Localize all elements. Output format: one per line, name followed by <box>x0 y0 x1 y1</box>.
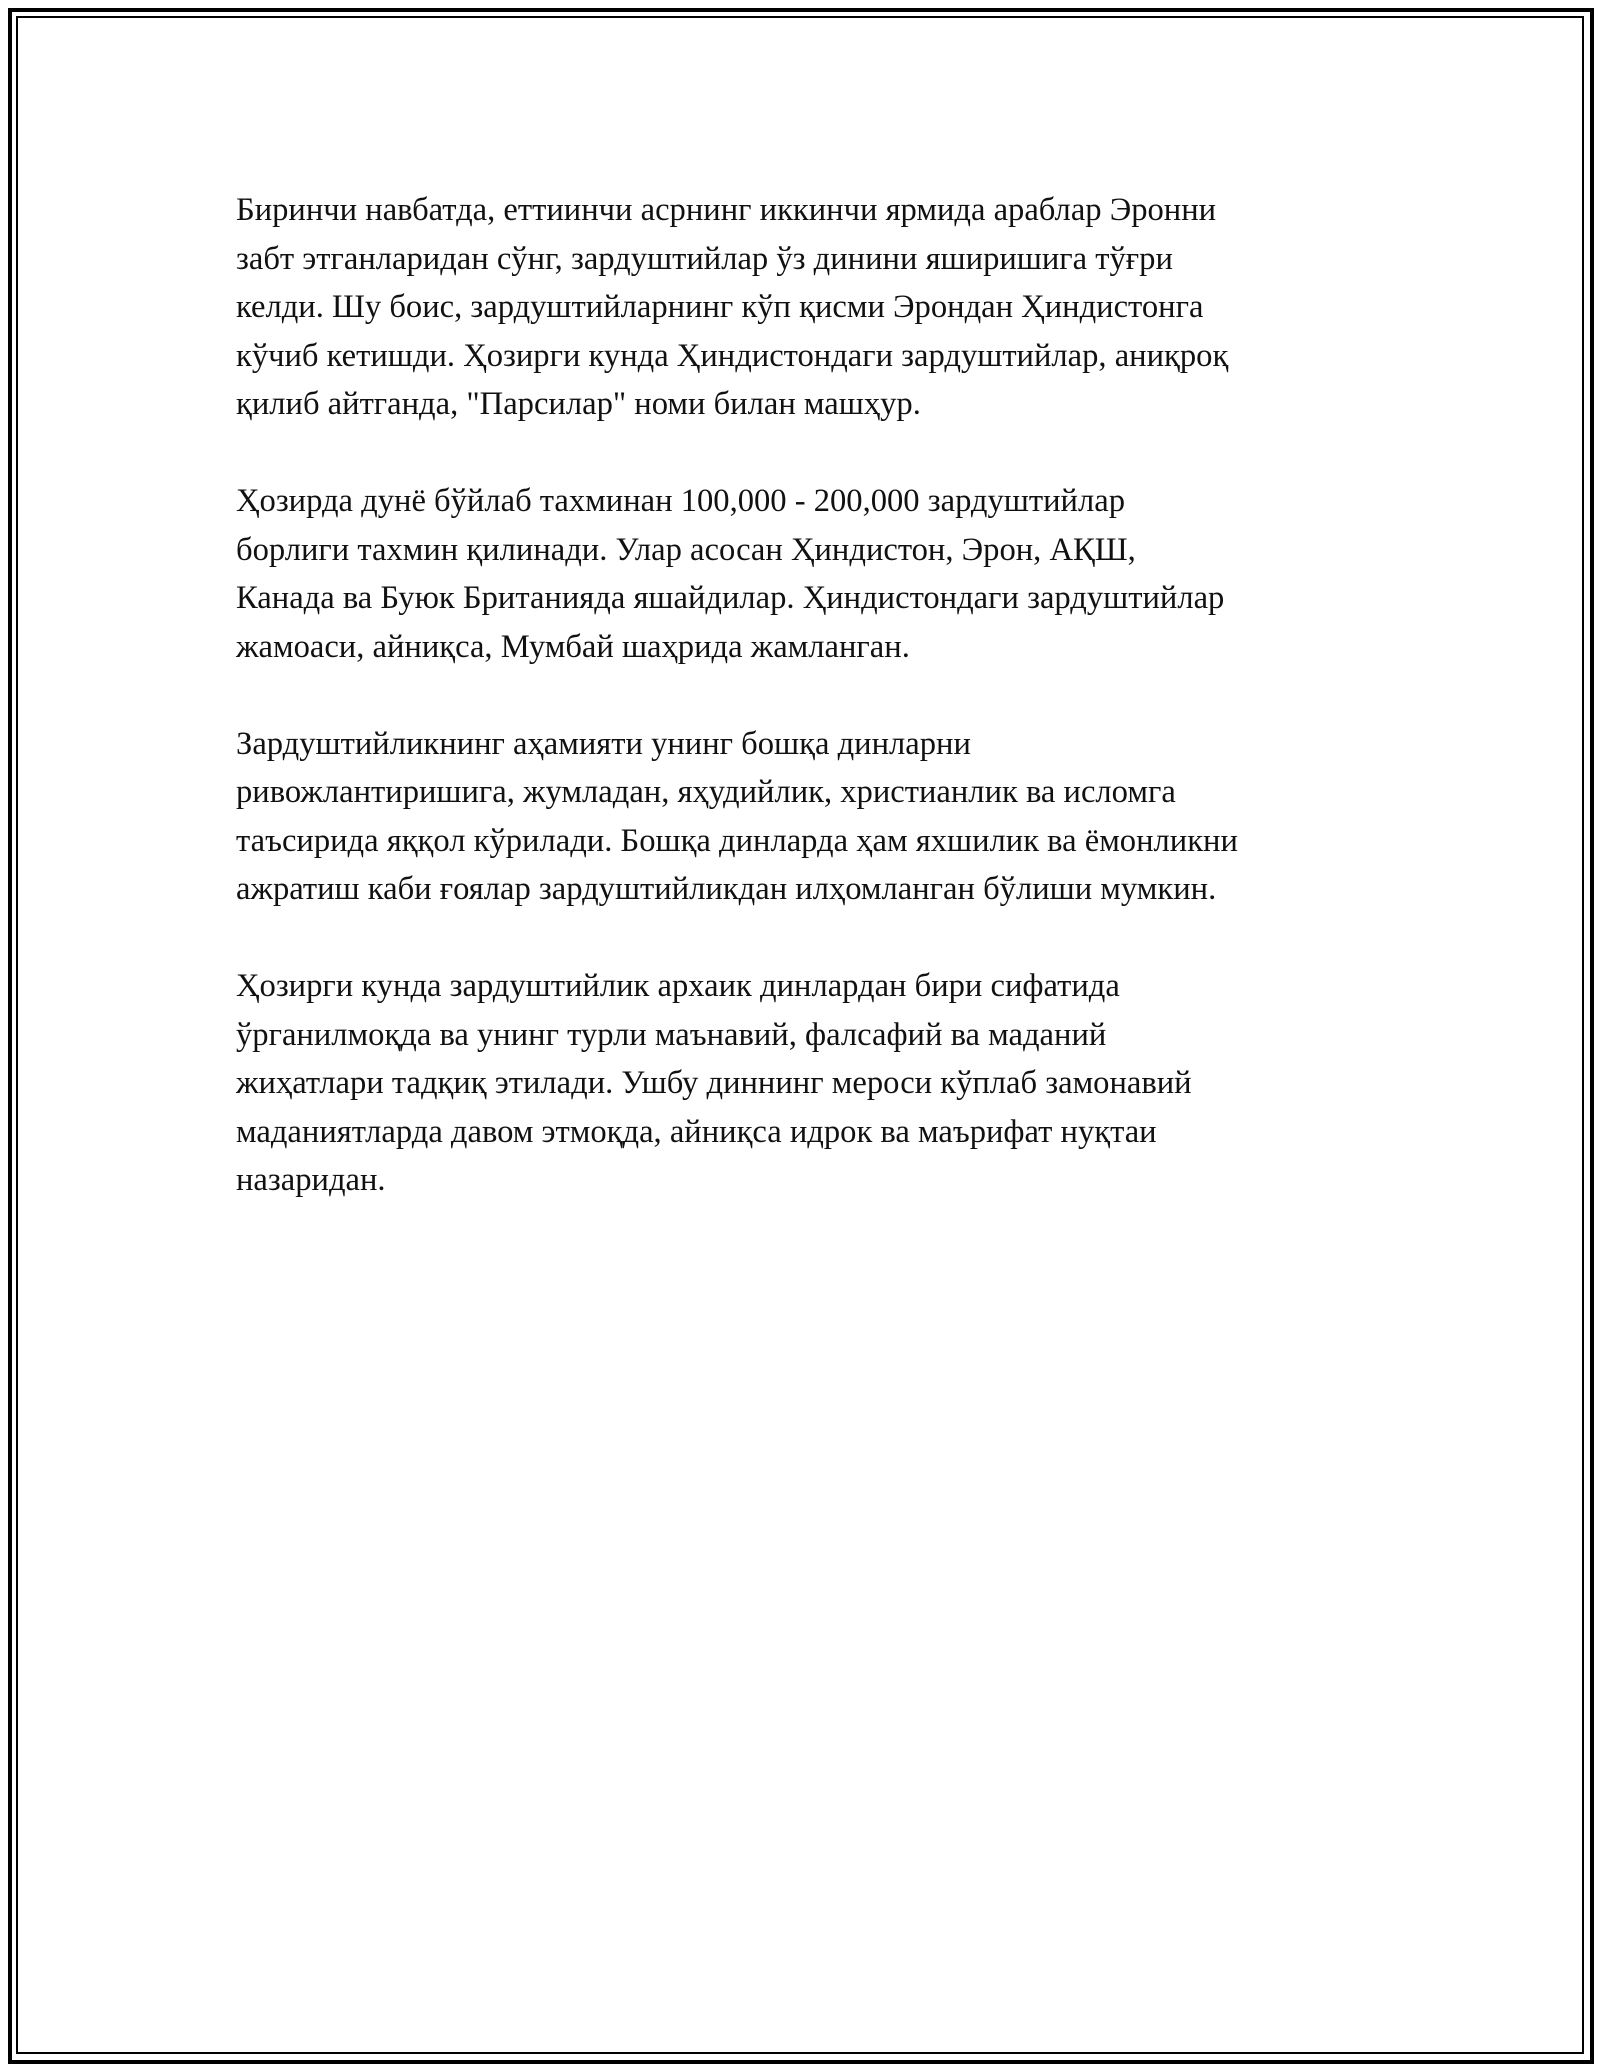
text-line: борлиги тахмин қилинади. Улар асосан Ҳиндистон, Эрон, АҚШ, <box>236 531 1136 568</box>
text-line: Биринчи навбатда, еттиинчи асрнинг иккинчи ярмида араблар Эронни <box>236 192 1217 228</box>
text-line: кўчиб кетишди. Ҳозирги кунда Ҳиндистондаги зардуштийлар, аниқроқ <box>236 337 1229 374</box>
text-line: забт этганларидан сўнг, зардуштийлар ўз динини яширишига тўғри <box>236 240 1173 277</box>
text-line: маданиятларда давом этмоқда, айниқса идрок ва маърифат нуқтаи <box>236 1113 1157 1150</box>
text-line: Канада ва Буюк Британияда яшайдилар. Ҳиндистондаги зардуштийлар <box>236 580 1225 616</box>
text-line: Ҳозирги кунда зардуштийлик архаик динлардан бири сифатида <box>236 968 1120 1004</box>
paragraph-4 <box>236 962 1376 1205</box>
text-line: Ҳозирда дунё бўйлаб тахминан 100,000 - 200,000 зардуштийлар <box>236 483 1125 519</box>
paragraph-3 <box>236 720 1376 914</box>
text-line: жамоаси, айниқса, Мумбай шаҳрида жамланган. <box>236 628 910 665</box>
text-line: келди. Шу боис, зардуштийларнинг кўп қисми Эрондан Ҳиндистонга <box>236 289 1204 325</box>
text-line: ривожлантиришига, жумладан, яҳудийлик, христианлик ва исломга <box>236 774 1176 810</box>
document-body <box>236 186 1376 1253</box>
text-line: таъсирида яққол кўрилади. Бошқа динларда ҳам яхшилик ва ёмонликни <box>236 822 1238 859</box>
text-line: Зардуштийликнинг аҳамияти унинг бошқа динларни <box>236 725 971 762</box>
text-line: қилиб айтганда, "Парсилар" номи билан машҳур. <box>236 386 921 422</box>
paragraph-1 <box>236 186 1376 429</box>
text-line: жиҳатлари тадқиқ этилади. Ушбу диннинг мероси кўплаб замонавий <box>236 1065 1192 1101</box>
paragraph-2 <box>236 477 1376 671</box>
text-line: ўрганилмоқда ва унинг турли маънавий, фалсафий ва маданий <box>236 1016 1107 1053</box>
text-line: ажратиш каби ғоялар зардуштийликдан илҳомланган бўлиши мумкин. <box>236 871 1217 907</box>
text-line: назаридан. <box>236 1162 386 1198</box>
